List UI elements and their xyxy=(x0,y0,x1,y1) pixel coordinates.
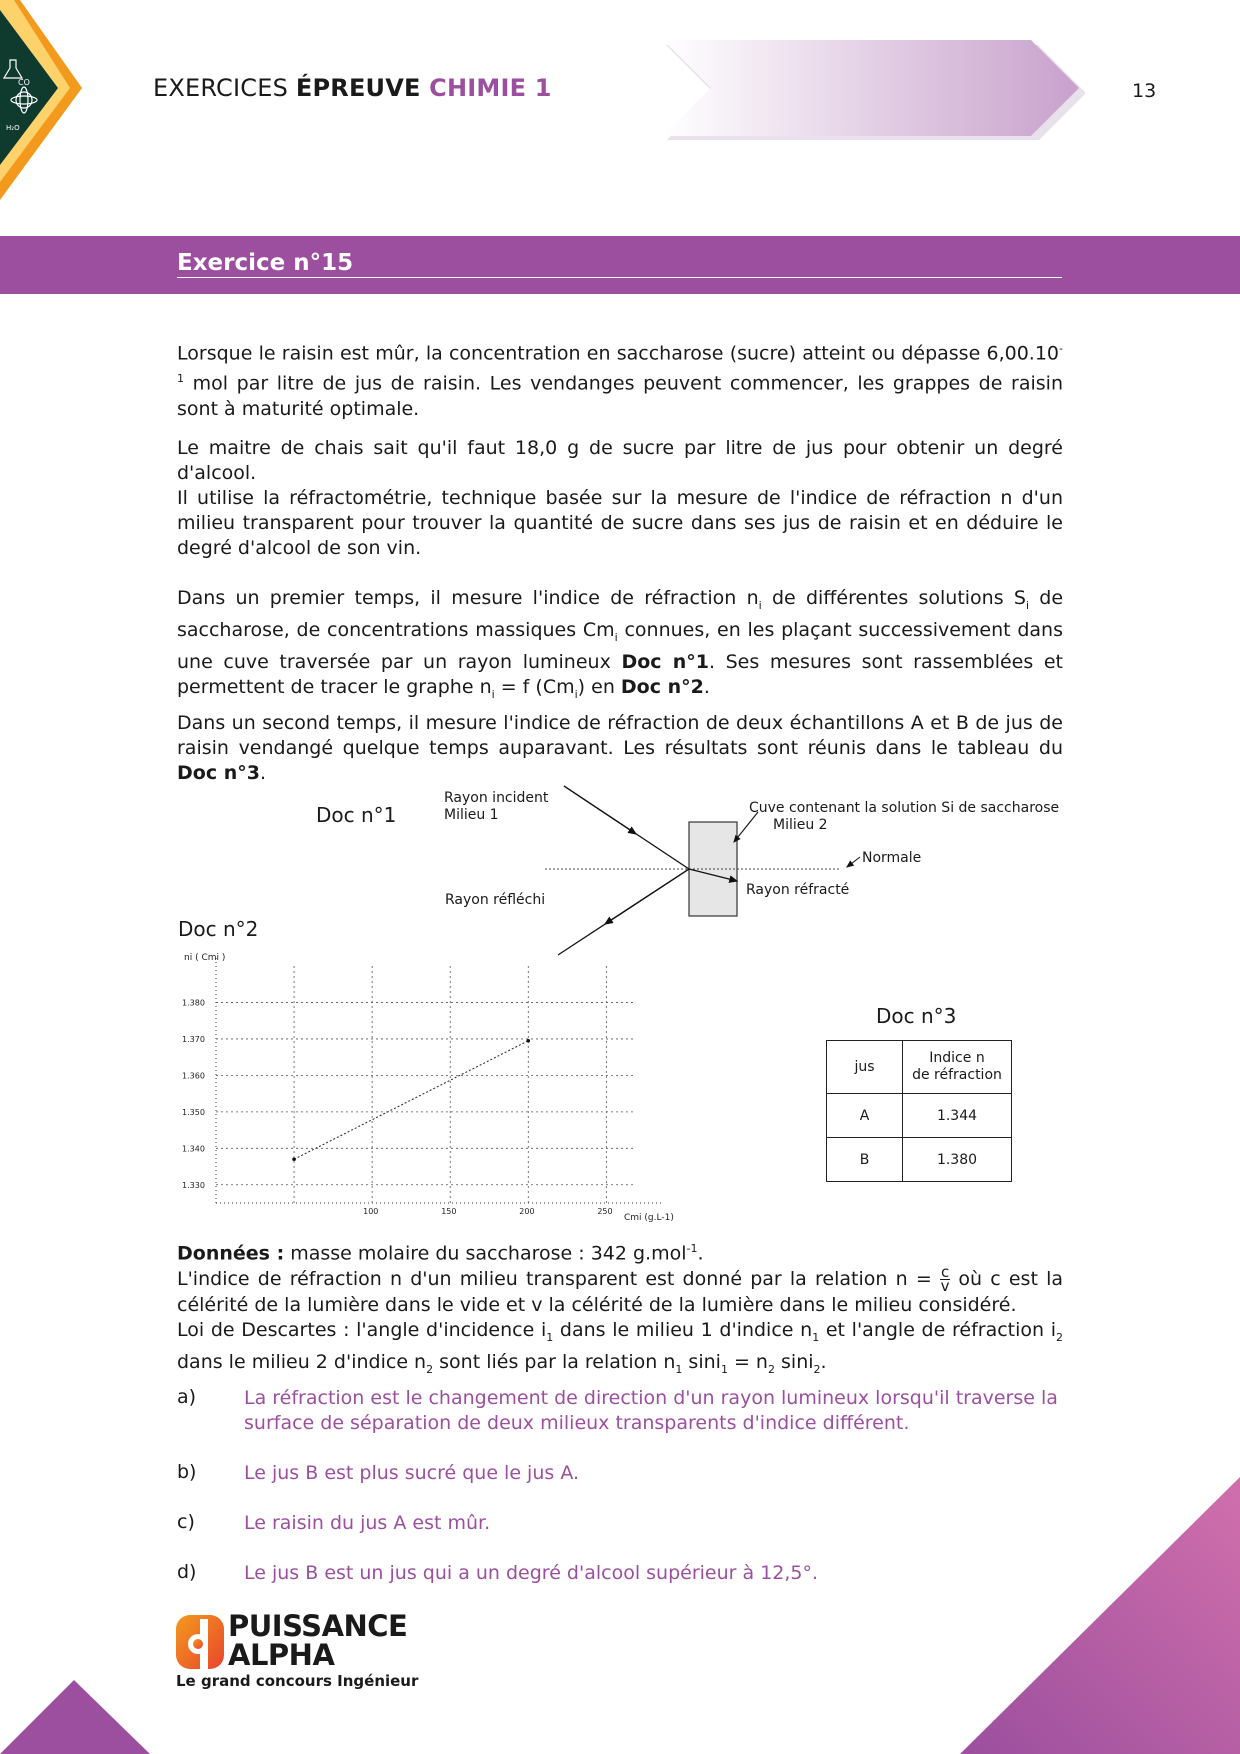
page-number: 13 xyxy=(1132,80,1157,102)
p4-sub-i: i xyxy=(491,687,495,701)
donnees-line1-b: . xyxy=(697,1242,704,1265)
chart-y-tick-label: 1.330 xyxy=(182,1180,205,1190)
p4-text-f: = f (Cm xyxy=(494,675,575,698)
doc3-label: Doc n°3 xyxy=(876,1004,957,1028)
medium1-label: Milieu 1 xyxy=(444,807,499,823)
corner-badge-decoration xyxy=(0,0,100,210)
chart-y-tick-label: 1.340 xyxy=(182,1144,205,1154)
question-d-letter: d) xyxy=(177,1561,197,1583)
p5-text-a: Dans un second temps, il mesure l'indice de réfraction de deux échantillons A et B de jus de raisin vendangé quelque temps auparavant. Les résultats sont réunis dans le tableau du xyxy=(177,712,1063,759)
table-header-indice-line2: de réfraction xyxy=(912,1067,1002,1083)
fraction-numerator: c xyxy=(940,1263,950,1282)
paragraph-1 xyxy=(177,336,1063,422)
table-cell-jus: A xyxy=(827,1094,903,1138)
donnees-line2-b: où c est la célérité de la lumière dans le vide et v la célérité de la lumière dans le milieu considéré. xyxy=(177,1268,1064,1317)
p1-text-a: Lorsque le raisin est mûr, la concentration en saccharose (sucre) atteint ou dépasse 6,00.10 xyxy=(177,342,1060,365)
table-header-row xyxy=(827,1041,1012,1094)
question-c-letter: c) xyxy=(177,1511,195,1533)
table-row xyxy=(827,1094,1012,1138)
paragraph-3: Il utilise la réfractométrie, technique basée sur la mesure de l'indice de réfraction n d'un milieu transparent pour trouver la quantité de sucre dans ses jus de raisin et en déduire le degré d'alcool de son vin. xyxy=(177,487,1063,559)
paragraph-2: Le maitre de chais sait qu'il faut 18,0 g de sucre par litre de jus pour obtenir un degré d'alcool. xyxy=(177,437,1063,484)
p4-sub-i: i xyxy=(614,630,618,644)
p1-exponent: -1 xyxy=(177,342,1063,386)
table-header-jus: jus xyxy=(827,1041,903,1094)
sub-1: 1 xyxy=(546,1331,554,1345)
exercise-title: Exercice n°15 xyxy=(177,250,354,276)
donnees-line3-a: Loi de Descartes : l'angle d'incidence i xyxy=(177,1319,547,1342)
paragraph-5 xyxy=(177,711,1063,786)
chart-x-tick-label: 250 xyxy=(597,1207,613,1216)
sub-2: 2 xyxy=(1056,1331,1063,1345)
puissance-alpha-logo-icon xyxy=(176,1615,226,1671)
donnees-line3-b: dans le milieu 1 d'indice n xyxy=(553,1319,813,1342)
table-cell-jus: B xyxy=(827,1138,903,1182)
header-title xyxy=(153,74,552,102)
p4-doc1-ref: Doc n°1 xyxy=(621,650,709,673)
table-cell-indice: 1.344 xyxy=(903,1094,1012,1138)
normal-label: Normale xyxy=(862,850,922,866)
sub-2: 2 xyxy=(426,1362,434,1376)
donnees-line1-a: masse molaire du saccharose : 342 g.mol xyxy=(284,1242,687,1265)
donnees-line3-h: sini xyxy=(774,1351,814,1374)
medium2-label: Milieu 2 xyxy=(773,817,828,833)
table-header-indice-line1: Indice n xyxy=(929,1050,985,1066)
table-row xyxy=(827,1138,1012,1182)
donnees-line3-i: . xyxy=(820,1351,827,1374)
question-c-text: Le raisin du jus A est mûr. xyxy=(244,1512,491,1534)
p4-sub-i: i xyxy=(574,687,578,701)
question-a-text: La réfraction est le changement de direction d'un rayon lumineux lorsqu'il traverse la surface de séparation de deux milieux transparents d'indice différent. xyxy=(244,1387,1058,1434)
chart-y-tick-label: 1.380 xyxy=(182,998,205,1008)
p4-text-g: ) en xyxy=(577,675,621,698)
donnees-line3-e: sont liés par la relation n xyxy=(433,1351,676,1374)
svg-text:H₂O: H₂O xyxy=(6,124,20,132)
svg-text:CO: CO xyxy=(18,78,30,87)
donnees-label: Données : xyxy=(177,1242,285,1265)
table-cell-indice: 1.380 xyxy=(903,1138,1012,1182)
chart-data-point xyxy=(526,1039,530,1043)
doc2-chart xyxy=(176,948,676,1228)
p5-text-b: . xyxy=(259,762,266,784)
logo-line1: PUISSANCE xyxy=(228,1609,408,1643)
fraction-c-over-v xyxy=(940,1263,950,1296)
sub-1: 1 xyxy=(812,1331,820,1345)
doc3-table xyxy=(826,1040,1012,1182)
p4-text-b: de différentes solutions S xyxy=(761,587,1026,609)
reflected-ray-label: Rayon réfléchi xyxy=(445,892,546,908)
chart-x-axis-label: Cmi (g.L-1) xyxy=(624,1213,674,1223)
exercise-title-underline xyxy=(177,277,1062,278)
p4-text-a: Dans un premier temps, il mesure l'indice de réfraction n xyxy=(177,587,759,609)
question-b-text: Le jus B est plus sucré que le jus A. xyxy=(244,1462,580,1484)
p4-text-h: . xyxy=(703,675,710,698)
sub-2: 2 xyxy=(767,1362,775,1376)
donnees-block xyxy=(177,1236,1063,1382)
chart-data-point xyxy=(292,1157,296,1161)
sub-1: 1 xyxy=(675,1362,683,1376)
p4-text-d: connues, en les plaçant successivement dans une cuve traversée par un rayon lumineux xyxy=(177,618,1064,673)
bottom-left-triangle-decoration xyxy=(0,1674,160,1754)
p5-doc3-ref: Doc n°3 xyxy=(177,762,260,784)
cuvette-label: Cuve contenant la solution Si de saccharose xyxy=(749,800,1060,816)
header-title-accent: CHIMIE 1 xyxy=(429,74,552,102)
chart-y-tick-label: 1.350 xyxy=(182,1107,205,1117)
question-d-text: Le jus B est un jus qui a un degré d'alcool supérieur à 12,5°. xyxy=(244,1562,819,1584)
sub-2: 2 xyxy=(813,1362,821,1376)
p4-doc2-ref: Doc n°2 xyxy=(620,675,704,698)
paragraph-4 xyxy=(177,586,1063,706)
doc2-label: Doc n°2 xyxy=(178,917,259,941)
donnees-line3-d: dans le milieu 2 d'indice n xyxy=(177,1351,427,1374)
donnees-line1-sup: -1 xyxy=(686,1242,698,1255)
header-title-part2: ÉPREUVE xyxy=(295,74,430,102)
donnees-line3-c: et l'angle de réfraction i xyxy=(819,1319,1056,1342)
question-a-letter: a) xyxy=(177,1386,197,1408)
chart-y-tick-label: 1.370 xyxy=(182,1034,205,1044)
logo-line2: ALPHA xyxy=(228,1638,335,1672)
refracted-ray-label: Rayon réfracté xyxy=(746,882,850,898)
donnees-line3-g: = n xyxy=(727,1351,768,1374)
chart-y-tick-label: 1.360 xyxy=(182,1071,205,1081)
incident-ray-label: Rayon incident xyxy=(444,790,549,806)
p4-sub-i: i xyxy=(1025,598,1030,612)
donnees-line2-a: L'indice de réfraction n d'un milieu transparent est donné par la relation n = xyxy=(177,1268,940,1291)
table-header-indice xyxy=(903,1041,1012,1094)
fraction-denominator: v xyxy=(940,1277,950,1296)
chart-series-line xyxy=(294,1041,528,1160)
chart-y-axis-label: ni ( Cmi ) xyxy=(184,953,226,963)
p1-text-b: mol par litre de jus de raisin. Les vendanges peuvent commencer, les grappes de raisin sont à maturité optimale. xyxy=(177,372,1063,420)
chart-x-tick-label: 100 xyxy=(363,1207,379,1216)
header-arrow-banner xyxy=(655,40,1085,140)
chart-x-tick-label: 150 xyxy=(441,1207,457,1216)
donnees-line3-f: sini xyxy=(682,1351,721,1374)
chart-x-tick-label: 200 xyxy=(519,1207,535,1216)
p4-text-e: . Ses mesures sont rassemblées et permettent de tracer le graphe n xyxy=(177,650,1063,698)
bottom-right-triangle-decoration xyxy=(960,1474,1240,1754)
sub-1: 1 xyxy=(720,1362,728,1376)
header-title-part1: EXERCICES xyxy=(153,74,296,102)
p4-sub-i: i xyxy=(758,598,762,612)
doc1-label: Doc n°1 xyxy=(316,803,397,827)
logo-tagline: Le grand concours Ingénieur xyxy=(176,1672,419,1690)
normal-pointer xyxy=(847,857,860,867)
p4-text-c: de saccharose, de concentrations massiques Cm xyxy=(177,587,1064,641)
question-b-letter: b) xyxy=(177,1461,197,1483)
